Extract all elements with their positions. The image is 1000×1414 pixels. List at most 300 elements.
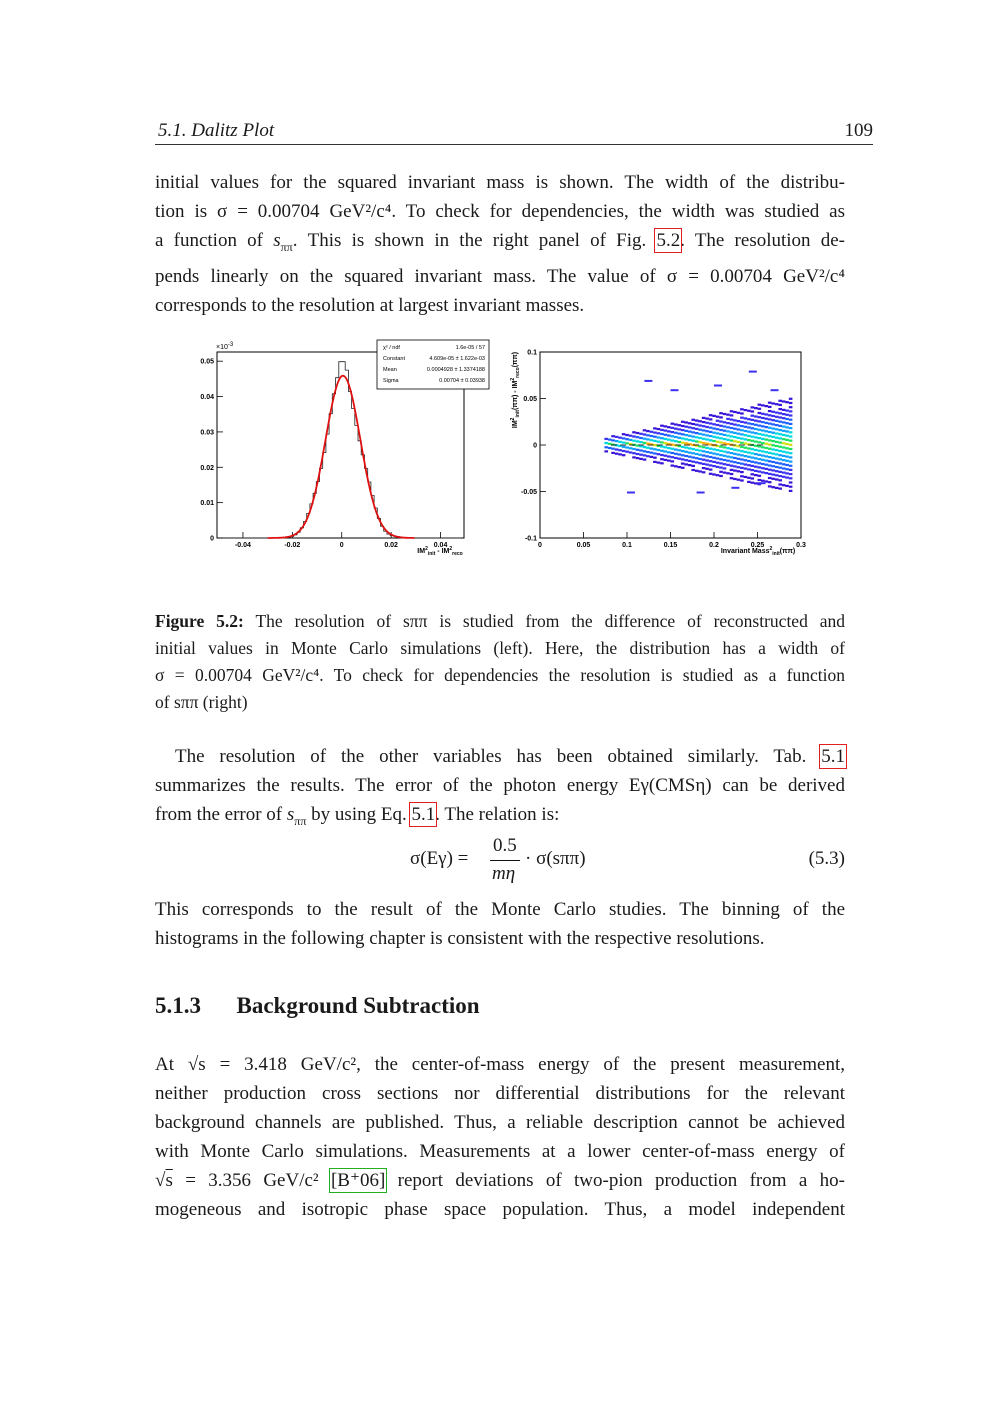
heatmap-cell xyxy=(785,464,789,466)
heatmap-cell xyxy=(730,431,734,433)
heatmap-cell xyxy=(765,422,769,424)
heatmap-cell xyxy=(719,446,723,448)
heatmap-cell xyxy=(636,440,640,442)
heatmap-cell xyxy=(751,423,755,425)
heatmap-cell xyxy=(758,408,762,410)
heatmap-cell xyxy=(646,434,650,436)
heatmap-cell xyxy=(768,423,772,425)
heatmap-cell xyxy=(782,426,786,428)
stat-label: Constant xyxy=(383,356,406,362)
heatmap-cell xyxy=(671,423,675,425)
heatmap-cell xyxy=(674,449,678,451)
heatmap-cell xyxy=(778,467,782,469)
citation-link[interactable]: [B⁺06] xyxy=(330,1170,386,1191)
heatmap-cell xyxy=(737,470,741,472)
heatmap-cell xyxy=(785,422,789,424)
heatmap-cell xyxy=(716,466,720,468)
right-y-label: $IM^2_{init}(\pi\pi) - IM^2_{reco}(\pi\pi)$ xyxy=(510,351,521,429)
heatmap-cell xyxy=(632,440,636,442)
heatmap-cell xyxy=(664,434,668,436)
heatmap-cell xyxy=(765,443,769,445)
heatmap-cell xyxy=(730,423,734,425)
heatmap-cell xyxy=(611,439,615,441)
heatmap-cell xyxy=(740,433,744,435)
heatmap-cell xyxy=(789,423,793,425)
heatmap-cell xyxy=(681,433,685,435)
heatmap-cell xyxy=(733,465,737,467)
heatmap-cell xyxy=(733,428,737,430)
heatmap-cell xyxy=(737,479,741,481)
x-tick-label: 0.2 xyxy=(709,542,719,549)
heatmap-cell xyxy=(660,450,664,452)
caption-line: initial values in Monte Carlo simulations (left). Here, the distribution has a width of xyxy=(155,638,845,658)
heatmap-cell xyxy=(754,482,758,484)
heatmap-cell xyxy=(667,447,671,449)
text-line: mogeneous and isotropic phase space population. Thus, a model independent xyxy=(155,1199,845,1220)
heatmap-cell xyxy=(636,436,640,438)
heatmap-cell xyxy=(646,455,650,457)
heatmap-cell xyxy=(646,438,650,440)
heatmap-cell xyxy=(615,453,619,455)
heatmap-cell xyxy=(782,438,786,440)
heatmap-cell xyxy=(639,445,643,447)
heatmap-cell xyxy=(716,428,720,430)
heatmap-cell xyxy=(768,431,772,433)
heatmap-cell xyxy=(761,467,765,469)
heatmap-cell xyxy=(719,467,723,469)
heatmap-cell xyxy=(705,418,709,420)
heatmap-cell xyxy=(723,430,727,432)
heatmap-cell xyxy=(758,471,762,473)
heatmap-cell xyxy=(664,459,668,461)
heatmap-cell xyxy=(758,445,762,447)
heatmap-cell xyxy=(747,422,751,424)
heatmap-cell xyxy=(643,433,647,435)
heatmap-cell xyxy=(622,450,626,452)
figure-5-2 xyxy=(190,335,820,570)
heatmap-cell xyxy=(768,418,772,420)
heatmap-cell xyxy=(744,426,748,428)
heatmap-cell xyxy=(712,465,716,467)
heatmap-cell xyxy=(660,429,664,431)
heatmap-cell xyxy=(778,450,782,452)
heatmap-cell xyxy=(691,436,695,438)
figure-ref-link[interactable]: 5.2 xyxy=(656,230,681,251)
heatmap-cell xyxy=(646,430,650,432)
heatmap-cell xyxy=(771,478,775,480)
equation-ref-link[interactable]: 5.1 xyxy=(411,804,436,825)
heatmap-cell xyxy=(723,467,727,469)
heatmap-cell xyxy=(709,418,713,420)
heatmap-cell xyxy=(737,441,741,443)
heatmap-cell xyxy=(771,436,775,438)
heatmap-cell xyxy=(733,419,737,421)
heatmap-cell xyxy=(716,441,720,443)
heatmap-cell xyxy=(678,441,682,443)
heatmap-cell xyxy=(646,451,650,453)
heatmap-cell xyxy=(758,450,762,452)
heatmap-cell xyxy=(643,450,647,452)
heatmap-cell xyxy=(698,424,702,426)
heatmap-cell xyxy=(719,416,723,418)
heatmap-cell xyxy=(785,426,789,428)
heatmap-cell xyxy=(716,449,720,451)
heatmap-cell xyxy=(737,466,741,468)
heatmap-cell xyxy=(629,435,633,437)
x-tick-label: 0.05 xyxy=(576,542,591,549)
heatmap-cell xyxy=(758,429,762,431)
heatmap-cell xyxy=(744,459,748,461)
heatmap-cell xyxy=(758,420,762,422)
heatmap-cell xyxy=(782,409,786,411)
heatmap-cell xyxy=(730,427,734,429)
heatmap-cell xyxy=(747,431,751,433)
heatmap-cell xyxy=(723,425,727,427)
heatmap-cell xyxy=(604,446,608,448)
heatmap-cell xyxy=(629,447,633,449)
heatmap-cell xyxy=(775,487,779,489)
heatmap-cell xyxy=(657,449,661,451)
heatmap-outlier xyxy=(644,380,652,382)
heatmap-cell xyxy=(785,401,789,403)
heatmap-cell xyxy=(684,430,688,432)
heatmap-cell xyxy=(789,444,793,446)
heatmap-cell xyxy=(754,449,758,451)
heatmap-cell xyxy=(771,423,775,425)
heatmap-cell xyxy=(778,429,782,431)
heatmap-cell xyxy=(775,416,779,418)
heatmap-cell xyxy=(688,431,692,433)
heatmap-cell xyxy=(768,464,772,466)
heatmap-cell xyxy=(782,434,786,436)
heatmap-cell xyxy=(723,451,727,453)
heatmap-cell xyxy=(702,425,706,427)
heatmap-cell xyxy=(765,451,769,453)
heatmap-cell xyxy=(709,422,713,424)
text-line: with Monte Carlo simulations. Measurements at a lower center-of-mass energy of xyxy=(155,1141,845,1162)
heatmap-cell xyxy=(709,452,713,454)
heatmap-cell xyxy=(671,431,675,433)
heatmap-cell xyxy=(702,471,706,473)
y-tick-label: -0.1 xyxy=(524,535,537,543)
heatmap-cell xyxy=(726,414,730,416)
heatmap-cell xyxy=(709,473,713,475)
eq-rhs: · σ(sππ) xyxy=(525,848,586,869)
heatmap-cell xyxy=(730,410,734,412)
heatmap-cell xyxy=(632,448,636,450)
heatmap-cell xyxy=(768,485,772,487)
heatmap-cell xyxy=(765,472,769,474)
heatmap-cell xyxy=(712,440,716,442)
heatmap-cell xyxy=(608,447,612,449)
heatmap-cell xyxy=(744,422,748,424)
stat-value: 0.0004928 ± 1.3374188 xyxy=(426,367,485,373)
heatmap-outlier xyxy=(758,482,766,484)
heatmap-cell xyxy=(740,446,744,448)
heatmap-cell xyxy=(691,431,695,433)
heatmap-cell xyxy=(698,420,702,422)
heatmap-cell xyxy=(639,437,643,439)
text-line: This corresponds to the result of the Monte Carlo studies. The binning of the xyxy=(155,899,845,920)
heatmap-cell xyxy=(789,481,793,483)
heatmap-cell xyxy=(723,438,727,440)
heatmap-cell xyxy=(664,450,668,452)
heatmap-cell xyxy=(775,428,779,430)
text-line: from the error of $s_{\pi\pi}$ by using Eq. 5.1. The relation is: xyxy=(155,804,560,828)
y-tick-label: 0.01 xyxy=(200,500,214,508)
heatmap-cell xyxy=(744,434,748,436)
heatmap-cell xyxy=(789,473,793,475)
heatmap-cell xyxy=(716,474,720,476)
heatmap-cell xyxy=(695,436,699,438)
heatmap-cell xyxy=(618,441,622,443)
heatmap-cell xyxy=(765,439,769,441)
heatmap-cell xyxy=(754,470,758,472)
heatmap-cell xyxy=(671,452,675,454)
y-tick-label: 0.05 xyxy=(523,396,537,403)
heatmap-cell xyxy=(730,477,734,479)
heatmap-cell xyxy=(747,468,751,470)
heatmap-cell xyxy=(702,417,706,419)
heatmap-cell xyxy=(716,420,720,422)
heatmap-cell xyxy=(695,449,699,451)
heatmap-cell xyxy=(684,421,688,423)
right-x-label: Invariant Mass$^2_{init}$(ππ) xyxy=(720,546,796,557)
heatmap-cell xyxy=(785,472,789,474)
heatmap-cell xyxy=(726,439,730,441)
heatmap-cell xyxy=(681,421,685,423)
heatmap-cell xyxy=(678,449,682,451)
heatmap-cell xyxy=(789,490,793,492)
heatmap-cell xyxy=(691,423,695,425)
heatmap-cell xyxy=(740,412,744,414)
heatmap-outlier xyxy=(714,385,722,387)
heatmap-cell xyxy=(754,445,758,447)
heatmap-cell xyxy=(785,414,789,416)
heatmap-cell xyxy=(785,456,789,458)
x-tick-label: 0.25 xyxy=(750,542,765,549)
heatmap-cell xyxy=(771,432,775,434)
heatmap-cell xyxy=(650,435,654,437)
heatmap-cell xyxy=(778,433,782,435)
heatmap-cell xyxy=(705,430,709,432)
heatmap-outlier xyxy=(697,492,705,494)
heatmap-cell xyxy=(782,417,786,419)
heatmap-cell xyxy=(639,441,643,443)
heatmap-cell xyxy=(754,466,758,468)
heatmap-cell xyxy=(664,455,668,457)
heatmap-cell xyxy=(789,414,793,416)
heatmap-cell xyxy=(660,454,664,456)
heatmap-cell xyxy=(660,425,664,427)
heatmap-cell xyxy=(702,442,706,444)
heatmap-cell xyxy=(744,430,748,432)
heatmap-cell xyxy=(754,441,758,443)
x-tick-label: 0 xyxy=(339,542,344,549)
heatmap-cell xyxy=(674,428,678,430)
heatmap-cell xyxy=(709,431,713,433)
heatmap-cell xyxy=(751,469,755,471)
right-resolution-plot xyxy=(510,350,806,558)
heatmap-cell xyxy=(758,416,762,418)
heatmap-cell xyxy=(681,425,685,427)
text-line: tion is σ = 0.00704 GeV²/c⁴. To check for dependencies, the width was studied as xyxy=(155,201,845,222)
heatmap-cell xyxy=(726,422,730,424)
heatmap-cell xyxy=(782,421,786,423)
heatmap-cell xyxy=(761,434,765,436)
heatmap-cell xyxy=(785,430,789,432)
heatmap-cell xyxy=(723,421,727,423)
heatmap-cell xyxy=(667,451,671,453)
heatmap-cell xyxy=(702,438,706,440)
heatmap-cell xyxy=(747,418,751,420)
heatmap-cell xyxy=(775,420,779,422)
heatmap-cell xyxy=(771,474,775,476)
heatmap-cell xyxy=(758,412,762,414)
heatmap-cell xyxy=(664,430,668,432)
heatmap-cell xyxy=(719,433,723,435)
heatmap-cell xyxy=(639,458,643,460)
heatmap-cell xyxy=(761,417,765,419)
heatmap-cell xyxy=(684,447,688,449)
heatmap-cell xyxy=(622,433,626,435)
heatmap-cell xyxy=(761,455,765,457)
heatmap-cell xyxy=(705,447,709,449)
heatmap-cell xyxy=(698,433,702,435)
figure-caption xyxy=(155,608,845,716)
heatmap-cell xyxy=(733,449,737,451)
heatmap-cell xyxy=(695,457,699,459)
heatmap-cell xyxy=(719,412,723,414)
heatmap-cell xyxy=(778,416,782,418)
heatmap-cell xyxy=(698,450,702,452)
heatmap-cell xyxy=(737,420,741,422)
heatmap-cell xyxy=(726,451,730,453)
heatmap-cell xyxy=(678,466,682,468)
heatmap-cell xyxy=(737,454,741,456)
heatmap-cell xyxy=(674,465,678,467)
heatmap-cell xyxy=(650,448,654,450)
heatmap-cell xyxy=(747,410,751,412)
heatmap-cell xyxy=(775,445,779,447)
heatmap-cell xyxy=(636,449,640,451)
heatmap-cell xyxy=(664,446,668,448)
heatmap-cell xyxy=(608,439,612,441)
heatmap-cell xyxy=(688,464,692,466)
heatmap-cell xyxy=(604,450,608,452)
heatmap-cell xyxy=(719,462,723,464)
heatmap-cell xyxy=(744,468,748,470)
heatmap-cell xyxy=(768,406,772,408)
heatmap-cell xyxy=(740,475,744,477)
heatmap-cell xyxy=(726,464,730,466)
heatmap-cell xyxy=(712,436,716,438)
heatmap-cell xyxy=(726,460,730,462)
heatmap-cell xyxy=(782,430,786,432)
heatmap-cell xyxy=(678,433,682,435)
heatmap-cell xyxy=(705,434,709,436)
heatmap-cell xyxy=(625,451,629,453)
heatmap-cell xyxy=(785,485,789,487)
heatmap-cell xyxy=(695,420,699,422)
heatmap-cell xyxy=(768,469,772,471)
heatmap-cell xyxy=(688,447,692,449)
heatmap-cell xyxy=(608,443,612,445)
heatmap-cell xyxy=(733,461,737,463)
heatmap-cell xyxy=(695,453,699,455)
heatmap-cell xyxy=(751,448,755,450)
heatmap-cell xyxy=(751,461,755,463)
heatmap-cell xyxy=(702,450,706,452)
eq-fraction-bar xyxy=(490,860,520,861)
text-line: corresponds to the resolution at largest invariant masses. xyxy=(155,294,585,316)
heatmap-cell xyxy=(664,425,668,427)
heatmap-cell xyxy=(730,452,734,454)
heatmap-cell xyxy=(789,398,793,400)
heatmap-cell xyxy=(625,438,629,440)
heatmap-cell xyxy=(705,422,709,424)
paragraph-binning xyxy=(155,895,845,953)
heatmap-cell xyxy=(604,438,608,440)
x-tick-label: 0.02 xyxy=(384,542,398,549)
stat-label: χ² / ndf xyxy=(383,345,400,351)
heatmap-cell xyxy=(747,452,751,454)
heatmap-cell xyxy=(664,438,668,440)
heatmap-cell xyxy=(751,440,755,442)
heatmap-cell xyxy=(709,439,713,441)
heatmap-cell xyxy=(615,440,619,442)
heatmap-cell xyxy=(775,412,779,414)
heatmap-cell xyxy=(740,417,744,419)
heatmap-cell xyxy=(657,432,661,434)
heatmap-cell xyxy=(733,432,737,434)
heatmap-cell xyxy=(716,437,720,439)
heatmap-cell xyxy=(723,434,727,436)
heatmap-outlier xyxy=(627,492,635,494)
heatmap-cell xyxy=(751,452,755,454)
heatmap-cell xyxy=(765,447,769,449)
heatmap-cell xyxy=(678,428,682,430)
paragraph-background xyxy=(155,1050,845,1224)
heatmap-cell xyxy=(758,425,762,427)
heatmap-cell xyxy=(705,468,709,470)
heatmap-cell xyxy=(726,418,730,420)
heatmap-outlier xyxy=(771,389,779,391)
heatmap-cell xyxy=(771,457,775,459)
heatmap-cell xyxy=(629,439,633,441)
table-ref-link[interactable]: 5.1 xyxy=(821,746,845,767)
heatmap-cell xyxy=(754,474,758,476)
y-tick-label: 0.03 xyxy=(200,429,214,437)
heatmap-cell xyxy=(667,434,671,436)
heatmap-cell xyxy=(765,434,769,436)
heatmap-cell xyxy=(695,440,699,442)
heatmap-cell xyxy=(632,435,636,437)
heatmap-cell xyxy=(618,449,622,451)
heatmap-cell xyxy=(709,456,713,458)
heatmap-cell xyxy=(789,461,793,463)
heatmap-cell xyxy=(730,465,734,467)
heatmap-cell xyxy=(782,442,786,444)
heatmap-cell xyxy=(785,451,789,453)
x-tick-label: 0.1 xyxy=(622,542,632,549)
heatmap-cell xyxy=(778,479,782,481)
heatmap-cell xyxy=(740,442,744,444)
section-title: Background Subtraction xyxy=(236,993,480,1018)
heatmap-cell xyxy=(667,430,671,432)
heatmap-cell xyxy=(632,431,636,433)
heatmap-cell xyxy=(785,435,789,437)
